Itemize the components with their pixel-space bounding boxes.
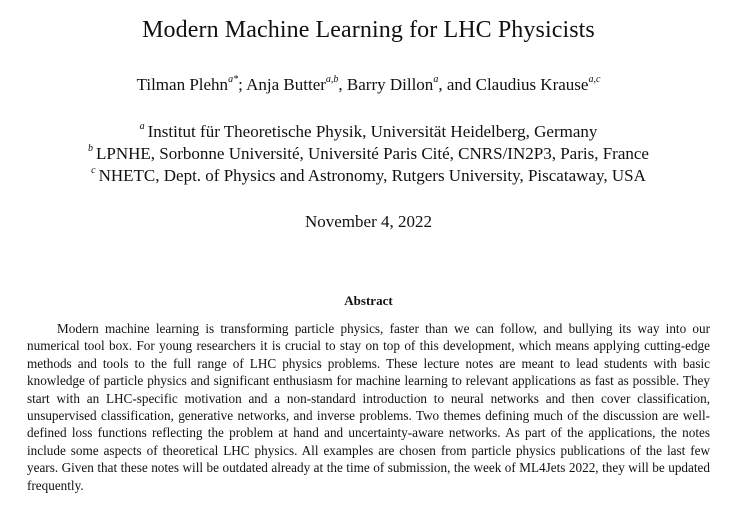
affiliation-b (0, 143, 737, 165)
affiliation-marker: b (88, 143, 94, 155)
affiliation-text: Institut für Theoretische Physik, Universität Heidelberg, Germany (147, 122, 598, 141)
author-separator: , and (438, 75, 476, 94)
author-separator: , (338, 75, 347, 94)
author-list (0, 73, 737, 97)
affiliation-c (0, 165, 737, 187)
author-name: Anja Butter (246, 75, 326, 94)
author-2 (246, 75, 347, 94)
publication-date: November 4, 2022 (304, 212, 432, 231)
author-affil-marker: a (433, 74, 439, 86)
corresponding-author-marker: * (233, 74, 239, 86)
author-affil-marker: a (228, 74, 234, 86)
affiliation-list (0, 121, 737, 187)
abstract-text: Modern machine learning is transforming particle physics, faster than we can follow, and bullying its way into our numerical tool box. For young researchers it is crucial to stay on top of this development, which means applying cutting-edge methods and tools to the full range of LHC physics problems. These lecture notes are meant to lead students with basic knowledge of particle physics and significant enthusiasm for machine learning to relevant applications as fast as possible. They start with an LHC-specific motivation and a non-standard introduction to neural networks and then cover classification, unsupervised classification, generative networks, and inverse problems. Two themes defining much of the discussion are well-defined loss functions reflecting the problem at hand and uncertainty-aware networks. As part of the applications, the notes include some aspects of theoretical LHC physics. All examples are chosen from particle physics publications of the last few years. Given that these notes will be outdated already at the time of submission, the week of ML4Jets 2022, they will be updated frequently. (27, 321, 710, 493)
affiliation-text: LPNHE, Sorbonne Université, Université Paris Cité, CNRS/IN2P3, Paris, France (96, 144, 649, 163)
author-affil-marker: a,b (325, 74, 339, 86)
author-name: Tilman Plehn (136, 75, 229, 94)
author-1 (137, 75, 247, 94)
abstract-heading: Abstract (344, 293, 393, 308)
affiliation-a (0, 121, 737, 143)
author-name: Barry Dillon (346, 75, 434, 94)
author-name: Claudius Krause (475, 75, 589, 94)
author-4 (476, 75, 601, 94)
affiliation-marker: c (91, 165, 96, 177)
author-separator: ; (238, 75, 247, 94)
affiliation-marker: a (139, 121, 145, 133)
paper-title: Modern Machine Learning for LHC Physicists (142, 17, 595, 43)
author-affil-marker: a,c (588, 74, 601, 86)
affiliation-text: NHETC, Dept. of Physics and Astronomy, Rutgers University, Piscataway, USA (98, 166, 646, 185)
author-3 (347, 75, 476, 94)
